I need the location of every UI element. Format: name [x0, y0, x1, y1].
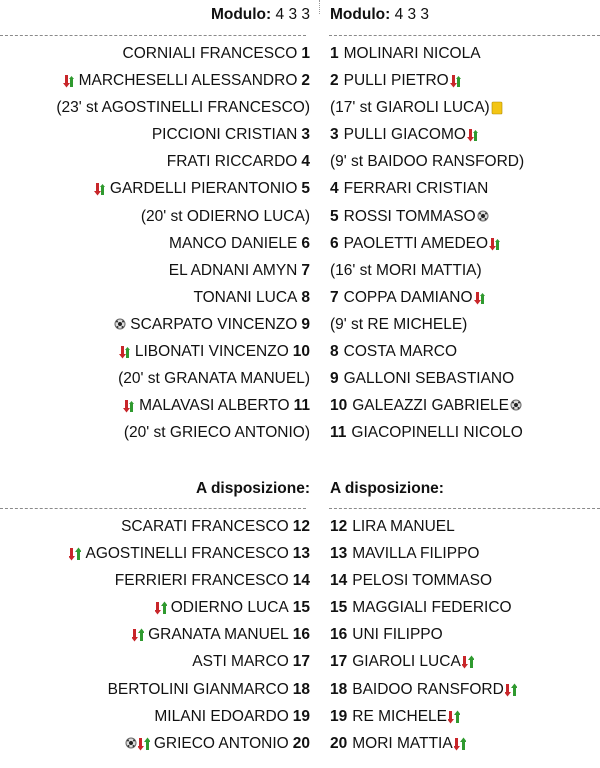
event-icons — [132, 624, 144, 646]
event-icons — [123, 395, 135, 417]
player-name: PELOSI TOMMASO — [352, 572, 493, 590]
substitution-note: (9' st RE MICHELE) — [330, 315, 468, 333]
substitution-row — [330, 97, 524, 124]
event-icons — [155, 597, 167, 619]
separator — [329, 508, 600, 509]
shirt-number: 14 — [292, 572, 310, 590]
player-row — [330, 706, 517, 733]
player-name: COSTA MARCO — [343, 343, 458, 361]
player-row — [330, 543, 517, 570]
player-name: GALLONI SEBASTIANO — [343, 370, 515, 388]
sub-in-icon — [462, 654, 474, 670]
player-name: FERRIERI FRANCESCO — [114, 572, 289, 590]
shirt-number: 13 — [292, 545, 310, 563]
player-name: ODIERNO LUCA — [170, 599, 289, 617]
away-lineup — [330, 43, 524, 449]
shirt-number: 5 — [301, 180, 310, 198]
player-row — [330, 516, 517, 543]
event-icons — [448, 706, 460, 728]
player-row — [56, 260, 310, 287]
player-row — [56, 395, 310, 422]
shirt-number: 1 — [301, 45, 310, 62]
shirt-number: 11 — [330, 424, 347, 442]
event-icons — [69, 543, 81, 565]
substitution-row — [330, 314, 524, 341]
shirt-number: 16 — [292, 626, 310, 644]
sub-out-icon — [63, 73, 75, 89]
player-name: MARCHESELLI ALESSANDRO — [78, 72, 298, 90]
sub-in-icon — [505, 682, 517, 698]
player-row — [56, 43, 310, 70]
player-row — [330, 651, 517, 678]
sub-out-icon — [123, 398, 135, 414]
player-name: RE MICHELE — [352, 707, 447, 725]
goal-ball-icon — [477, 209, 489, 225]
away-module-label: Modulo: — [330, 6, 391, 23]
shirt-number: 17 — [330, 653, 348, 671]
shirt-number: 8 — [301, 288, 310, 306]
shirt-number: 10 — [292, 343, 310, 361]
player-row — [330, 178, 524, 205]
player-row — [330, 395, 524, 422]
goal-ball-icon — [125, 736, 137, 752]
substitution-note: (17' st GIAROLI LUCA) — [330, 99, 490, 117]
shirt-number: 16 — [330, 626, 348, 644]
shirt-number: 15 — [330, 599, 348, 617]
player-row — [56, 233, 310, 260]
away-module-value: 4 3 3 — [394, 6, 430, 23]
substitution-note: (20' st GRANATA MANUEL) — [118, 370, 310, 388]
substitution-row — [56, 368, 310, 395]
player-name: MALAVASI ALBERTO — [139, 397, 290, 415]
player-row — [330, 341, 524, 368]
player-name: PULLI PIETRO — [343, 72, 449, 90]
event-icons — [491, 97, 503, 119]
home-module-value: 4 3 3 — [275, 6, 310, 23]
separator — [0, 508, 306, 509]
sub-in-icon — [69, 546, 81, 562]
player-name: PULLI GIACOMO — [343, 126, 466, 144]
shirt-number: 18 — [330, 680, 348, 698]
shirt-number: 13 — [330, 545, 348, 563]
sub-in-icon — [138, 736, 150, 752]
player-row — [330, 679, 517, 706]
away-bench — [330, 516, 517, 760]
shirt-number: 9 — [330, 370, 339, 388]
player-row — [330, 422, 524, 449]
player-name: GIACOPINELLI NICOLO — [351, 424, 523, 442]
separator — [0, 35, 306, 36]
shirt-number: 15 — [292, 599, 310, 617]
sub-out-icon — [474, 290, 486, 306]
event-icons — [489, 233, 501, 255]
player-name: PAOLETTI AMEDEO — [343, 234, 489, 252]
substitution-note: (20' st GRIECO ANTONIO) — [123, 424, 310, 442]
shirt-number: 5 — [330, 207, 339, 225]
player-name: GRANATA MANUEL — [148, 626, 289, 644]
player-row — [330, 368, 524, 395]
player-name: MOLINARI NICOLA — [343, 45, 481, 62]
player-row — [330, 287, 524, 314]
player-name: GRIECO ANTONIO — [153, 734, 289, 752]
shirt-number: 9 — [301, 315, 310, 333]
player-name: BERTOLINI GIANMARCO — [107, 680, 289, 698]
shirt-number: 20 — [292, 734, 310, 752]
yellow-card-icon — [491, 100, 503, 116]
substitution-row — [56, 97, 310, 124]
player-name: ROSSI TOMMASO — [343, 207, 476, 225]
player-row — [69, 679, 310, 706]
home-bench — [69, 516, 310, 760]
away-bench-heading: A disposizione: — [330, 480, 444, 497]
event-icons — [474, 287, 486, 309]
player-row — [56, 287, 310, 314]
player-row — [330, 597, 517, 624]
player-row — [330, 570, 517, 597]
substitution-note: (16' st MORI MATTIA) — [330, 261, 482, 279]
player-row — [56, 341, 310, 368]
event-icons — [119, 341, 131, 363]
player-name: BAIDOO RANSFORD — [352, 680, 504, 698]
shirt-number: 12 — [292, 518, 310, 535]
player-row — [330, 733, 517, 760]
event-icons — [450, 70, 462, 92]
substitution-note: (20' st ODIERNO LUCA) — [140, 207, 310, 225]
player-name: ASTI MARCO — [192, 653, 289, 671]
event-icons — [114, 314, 126, 336]
player-name: CORNIALI FRANCESCO — [122, 45, 298, 62]
sub-in-icon — [155, 600, 167, 616]
event-icons — [505, 679, 517, 701]
shirt-number: 6 — [330, 234, 339, 252]
sub-out-icon — [119, 344, 131, 360]
sub-out-icon — [450, 73, 462, 89]
substitution-row — [330, 151, 524, 178]
shirt-number: 14 — [330, 572, 348, 590]
player-row — [69, 624, 310, 651]
player-row — [69, 570, 310, 597]
player-row — [56, 124, 310, 151]
home-lineup — [56, 43, 310, 449]
player-name: UNI FILIPPO — [352, 626, 443, 644]
player-row — [69, 516, 310, 543]
player-row — [330, 233, 524, 260]
player-name: GALEAZZI GABRIELE — [352, 397, 510, 415]
event-icons — [125, 733, 150, 755]
sub-in-icon — [448, 709, 460, 725]
player-row — [69, 733, 310, 760]
player-name: MANCO DANIELE — [169, 234, 298, 252]
home-bench-heading: A disposizione: — [196, 480, 310, 497]
event-icons — [454, 733, 466, 755]
event-icons — [63, 70, 75, 92]
player-name: PICCIONI CRISTIAN — [151, 126, 298, 144]
player-name: EL ADNANI AMYN — [168, 261, 298, 279]
player-row — [330, 124, 524, 151]
shirt-number: 8 — [330, 343, 339, 361]
player-name: MILANI EDOARDO — [154, 707, 289, 725]
sub-in-icon — [454, 736, 466, 752]
player-name: MAGGIALI FEDERICO — [352, 599, 512, 617]
event-icons — [510, 395, 522, 417]
player-row — [56, 70, 310, 97]
event-icons — [462, 651, 474, 673]
shirt-number: 19 — [292, 707, 310, 725]
shirt-number: 7 — [301, 261, 310, 279]
player-row — [69, 543, 310, 570]
player-name: TONANI LUCA — [193, 288, 298, 306]
shirt-number: 2 — [301, 72, 310, 90]
player-name: GIAROLI LUCA — [352, 653, 461, 671]
shirt-number: 4 — [330, 180, 339, 198]
player-row — [330, 206, 524, 233]
player-name: MORI MATTIA — [352, 734, 453, 752]
sub-out-icon — [94, 181, 106, 197]
player-row — [330, 70, 524, 97]
event-icons — [467, 124, 479, 146]
shirt-number: 6 — [301, 234, 310, 252]
substitution-note: (23' st AGOSTINELLI FRANCESCO) — [56, 99, 310, 117]
goal-ball-icon — [114, 317, 126, 333]
player-row — [330, 43, 524, 70]
sub-out-icon — [489, 236, 501, 252]
event-icons — [94, 178, 106, 200]
player-name: SCARATI FRANCESCO — [121, 518, 289, 535]
shirt-number: 12 — [330, 518, 348, 535]
player-name: AGOSTINELLI FRANCESCO — [85, 545, 289, 563]
shirt-number: 3 — [301, 126, 310, 144]
column-divider — [319, 0, 320, 14]
shirt-number: 2 — [330, 72, 339, 90]
player-name: GARDELLI PIERANTONIO — [109, 180, 298, 198]
player-row — [56, 178, 310, 205]
event-icons — [477, 206, 489, 228]
shirt-number: 10 — [330, 397, 348, 415]
player-name: LIBONATI VINCENZO — [134, 343, 289, 361]
shirt-number: 1 — [330, 45, 339, 62]
shirt-number: 18 — [292, 680, 310, 698]
sub-out-icon — [467, 127, 479, 143]
shirt-number: 20 — [330, 734, 348, 752]
player-row — [56, 314, 310, 341]
home-module-label: Modulo: — [210, 6, 272, 23]
shirt-number: 3 — [330, 126, 339, 144]
away-formation — [330, 5, 429, 25]
shirt-number: 11 — [293, 397, 310, 415]
player-row — [69, 706, 310, 733]
player-row — [69, 651, 310, 678]
shirt-number: 7 — [330, 288, 339, 306]
substitution-row — [56, 206, 310, 233]
player-name: COPPA DAMIANO — [343, 288, 473, 306]
player-name: FRATI RICCARDO — [166, 153, 298, 171]
shirt-number: 17 — [292, 653, 310, 671]
sub-in-icon — [132, 627, 144, 643]
shirt-number: 4 — [301, 153, 310, 171]
substitution-row — [56, 422, 310, 449]
goal-ball-icon — [510, 398, 522, 414]
player-row — [56, 151, 310, 178]
player-row — [69, 597, 310, 624]
home-formation — [211, 5, 310, 25]
player-name: MAVILLA FILIPPO — [352, 545, 480, 563]
shirt-number: 19 — [330, 707, 348, 725]
substitution-note: (9' st BAIDOO RANSFORD) — [330, 153, 525, 171]
substitution-row — [330, 260, 524, 287]
player-row — [330, 624, 517, 651]
player-name: SCARPATO VINCENZO — [130, 315, 298, 333]
player-name: LIRA MANUEL — [352, 518, 455, 535]
separator — [329, 35, 600, 36]
player-name: FERRARI CRISTIAN — [343, 180, 489, 198]
